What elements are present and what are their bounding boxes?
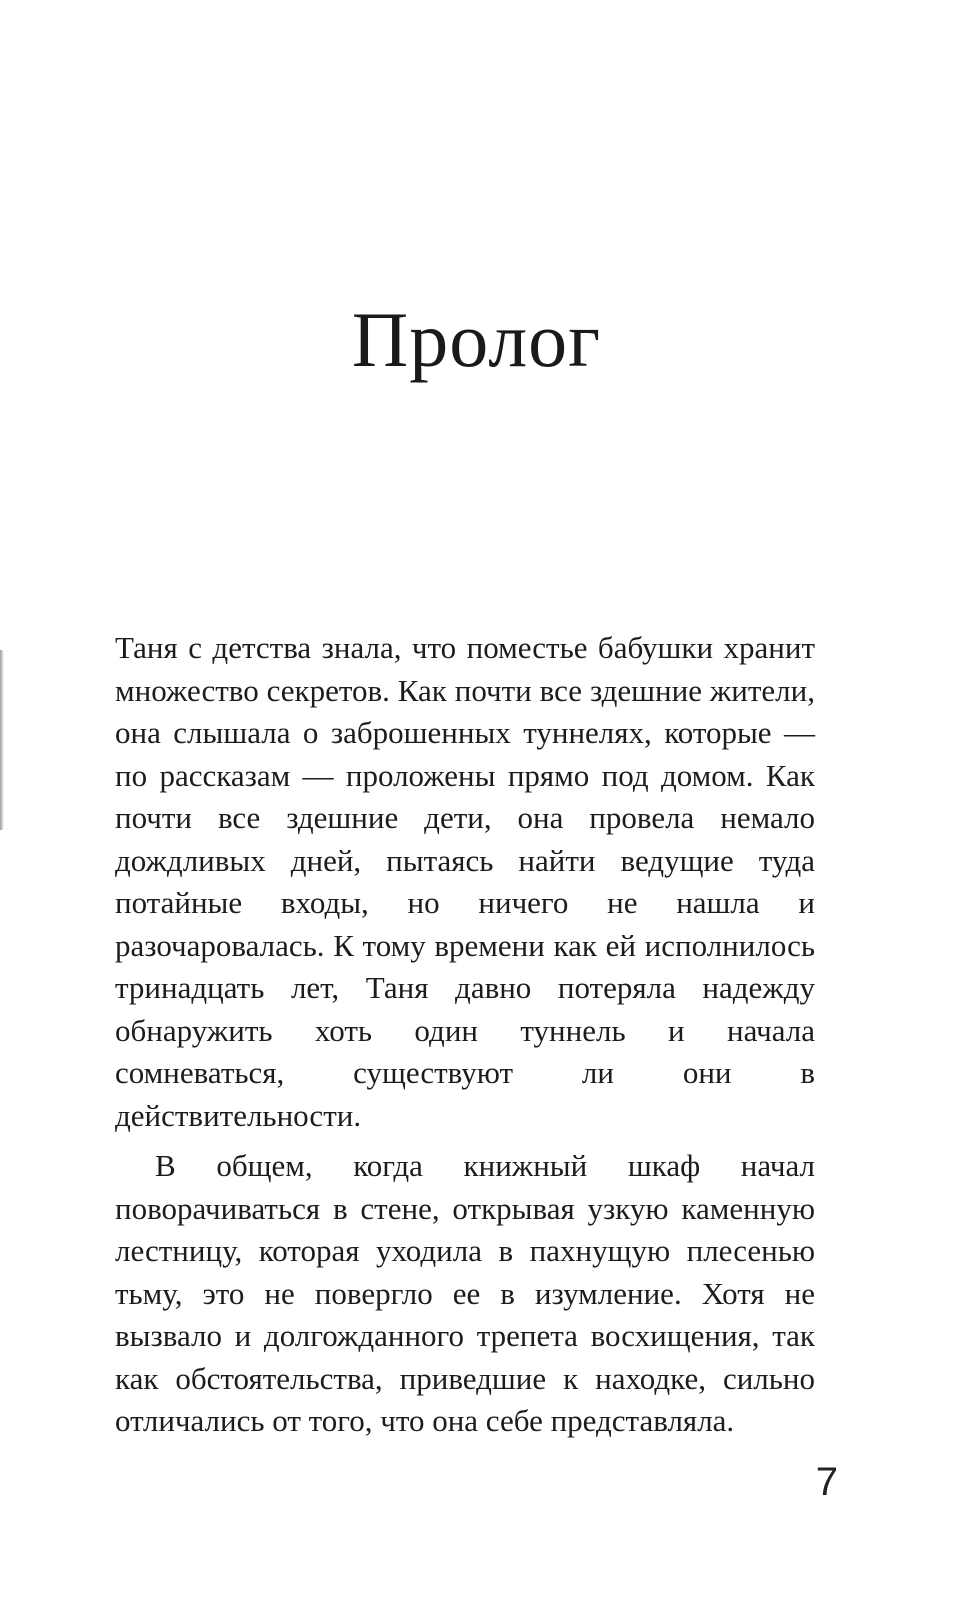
paragraph-2: В общем, когда книжный шкаф начал поворачиваться в стене, открывая узкую каменную лестницу, которая уходила в пахнущую плесенью тьму, это не повергло ее в изумление. Хотя не вызвало и долгожданного трепета восхищения, так как обстоятельства, приведшие к находке, сильно отличались от того, что она себе представляла.	[115, 1148, 815, 1438]
body-text	[115, 627, 815, 1443]
page-gutter-shadow	[0, 650, 4, 830]
paragraph-1: Таня с детства знала, что поместье бабушки хранит множество секретов. Как почти все здешние жители, она слышала о заброшенных туннелях, которые — по рассказам — проложены прямо под домом. Как почти все здешние дети, она провела немало дождливых дней, пытаясь найти ведущие туда потайные входы, но ничего не нашла и разочаровалась. К тому времени как ей исполнилось тринадцать лет, Таня давно потеряла надежду обнаружить хоть один туннель и начала сомневаться, существуют ли они в действительности.	[115, 630, 815, 1133]
chapter-title: Пролог	[351, 296, 602, 383]
page-number: 7	[815, 1460, 838, 1504]
